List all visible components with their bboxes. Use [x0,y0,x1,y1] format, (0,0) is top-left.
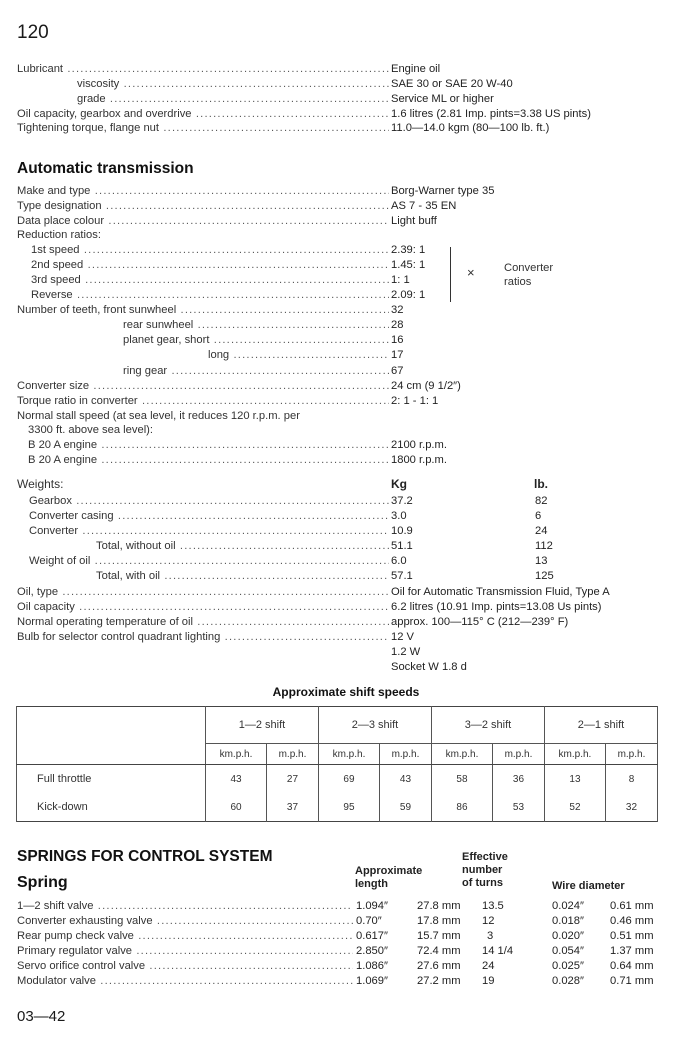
col-header-line: Approximate [355,865,423,877]
len-in: 1.069″ [356,975,388,987]
spec-value: Borg-Warner type 35 [391,185,495,197]
spec-row [17,77,677,92]
spec-value: 2100 r.p.m. [391,439,447,451]
ratio-row [17,273,677,288]
unit-lb: lb. [534,477,548,491]
spec-label: Oil capacity ..... [17,600,389,615]
spec-value: 2.09: 1 [391,289,426,301]
spec-value: 12 V [391,631,415,643]
wire-mm: 0.71 mm [610,975,654,987]
cell: 13 [544,765,605,794]
spec-label: B 20 A engine ..... [28,453,389,468]
unit-header: m.p.h. [492,744,544,765]
spec-value: 11.0—14.0 kgm (80—100 lb. ft.) [391,122,550,134]
spec-row [17,600,677,615]
col-header-wire: Wire diameter [552,880,625,892]
turns: 19 [482,975,495,987]
spec-value: 2.39: 1 [391,244,426,256]
spring-row [17,899,677,914]
len-in: 2.850″ [356,945,388,957]
weight-lb: 112 [535,540,553,552]
spec-label: Reverse ..... [31,288,389,303]
spec-label: Lubricant ..... [17,62,389,77]
spec-label: Data place colour ..... [17,214,389,229]
springs-title: SPRINGS FOR CONTROL SYSTEM [17,848,273,865]
weight-kg: 51.1 [391,540,413,552]
spec-value: 1.45: 1 [391,259,426,271]
spec-label: Number of teeth, front sunwheel ..... [17,303,389,318]
spec-label: 2nd speed ..... [31,258,389,273]
spec-row [17,585,677,600]
teeth-row [17,333,677,348]
table-corner [17,707,206,765]
spec-row [17,92,677,107]
teeth-row [17,318,677,333]
spec-label: rear sunwheel ..... [123,318,389,333]
row-label: Kick-down [17,793,206,822]
len-mm: 15.7 mm [417,930,461,942]
spec-label: long ..... [208,348,389,363]
weight-label: Total, without oil ..... [96,539,389,554]
spec-row [17,107,677,122]
table-row [17,793,658,822]
spec-label: planet gear, short ..... [123,333,389,348]
spec-row [17,184,677,199]
weight-kg: 10.9 [391,525,413,537]
spec-label: Reduction ratios: [17,229,101,241]
weight-label: Total, with oil ..... [96,569,389,584]
spec-label: Converter size ..... [17,379,389,394]
cell: 32 [605,793,657,822]
wire-in: 0.025″ [552,960,584,972]
spec-row [17,615,677,630]
unit-header: m.p.h. [267,744,319,765]
wire-in: 0.054″ [552,945,584,957]
unit-header: km.p.h. [206,744,267,765]
weight-row [17,509,677,524]
spec-label: B 20 A engine ..... [28,438,389,453]
spec-value: 1800 r.p.m. [391,454,447,466]
spec-label: 1st speed ..... [31,243,389,258]
weight-lb: 82 [535,495,548,507]
group-header: 3—2 shift [431,707,544,744]
spec-value: 1.6 litres (2.81 Imp. pints=3.38 US pints) [391,108,591,120]
spec-value: Light buff [391,215,437,227]
spring-name: Modulator valve ..... [17,974,353,989]
shift-speeds-table [16,706,658,822]
col-header-line: Effective [462,851,508,863]
spec-value: 28 [391,319,404,331]
col-header-line: number [462,864,503,876]
spec-row [17,199,677,214]
spec-value: 2: 1 - 1: 1 [391,395,439,407]
wire-mm: 1.37 mm [610,945,654,957]
unit-kg: Kg [391,477,407,491]
spec-value: Engine oil [391,63,441,75]
spec-row [17,409,677,424]
weight-label: Gearbox ..... [29,494,389,509]
group-header: 2—1 shift [544,707,657,744]
page-number: 120 [17,22,49,43]
weight-kg: 3.0 [391,510,407,522]
ratio-row [17,258,677,273]
spring-name: Primary regulator valve ..... [17,944,353,959]
teeth-row [17,303,677,318]
len-in: 0.70″ [356,915,382,927]
wire-mm: 0.51 mm [610,930,654,942]
turns: 13.5 [482,900,504,912]
col-header-length [355,865,422,891]
wire-in: 0.018″ [552,915,584,927]
turns: 12 [482,915,495,927]
len-mm: 72.4 mm [417,945,461,957]
springs-subtitle: Spring [17,874,68,891]
spring-row [17,959,677,974]
weight-lb: 125 [535,570,554,582]
ratio-row [17,243,677,258]
weight-row [17,554,677,569]
wire-mm: 0.61 mm [610,900,654,912]
cell: 59 [379,793,431,822]
weight-kg: 57.1 [391,570,413,582]
shift-table-title: Approximate shift speeds [272,685,420,699]
weight-kg: 37.2 [391,495,413,507]
unit-header: m.p.h. [605,744,657,765]
cell: 36 [492,765,544,794]
converter-note-line1: Converter [504,262,554,274]
spring-name: Converter exhausting valve ..... [17,914,353,929]
converter-note-line2: ratios [504,276,532,288]
spec-label: Bulb for selector control quadrant lighting ..... [17,630,389,645]
cell: 43 [206,765,267,794]
weight-row [17,569,677,584]
wire-mm: 0.46 mm [610,915,654,927]
spring-name: Servo orifice control valve ..... [17,959,353,974]
page-footer: 03—42 [17,1008,66,1025]
spec-row [17,423,677,438]
weight-row [17,494,677,509]
spring-row [17,929,677,944]
col-header-line: of turns [462,877,503,889]
spring-name: 1—2 shift valve ..... [17,899,353,914]
cell: 52 [544,793,605,822]
stall-row [17,438,677,453]
spec-value: 6.2 litres (10.91 Imp. pints=13.08 Us pints) [391,601,602,613]
cell: 43 [379,765,431,794]
unit-header: m.p.h. [379,744,431,765]
weight-lb: 24 [535,525,548,537]
weight-label: Weight of oil ..... [29,554,389,569]
wire-in: 0.028″ [552,975,584,987]
weights-header [17,477,677,492]
len-in: 1.086″ [356,960,388,972]
spec-value: 17 [391,349,404,361]
cell: 60 [206,793,267,822]
spec-label: Oil capacity, gearbox and overdrive ..... [17,107,389,122]
spec-label: Oil, type ..... [17,585,389,600]
weights-label: Weights: [17,477,64,491]
spec-label: Tightening torque, flange nut ..... [17,121,389,136]
converter-ratios-note [504,261,553,289]
weight-kg: 6.0 [391,555,407,567]
group-header: 1—2 shift [206,707,319,744]
col-header-turns [462,851,508,890]
multiply-sign: × [467,265,475,280]
spec-row [17,228,677,243]
cell: 86 [431,793,492,822]
group-header: 2—3 shift [318,707,431,744]
turns: 24 [482,960,495,972]
spring-row [17,974,677,989]
len-mm: 27.6 mm [417,960,461,972]
unit-header: km.p.h. [544,744,605,765]
section-title-automatic: Automatic transmission [17,160,194,177]
spec-row [17,660,677,675]
spring-name: Rear pump check valve ..... [17,929,353,944]
len-in: 1.094″ [356,900,388,912]
cell: 95 [318,793,379,822]
table-row [17,765,658,794]
table-header-groups [17,707,658,744]
turns: 14 1/4 [482,945,514,957]
spec-value: AS 7 - 35 EN [391,200,457,212]
weight-row [17,539,677,554]
spec-row [17,214,677,229]
stall-label: 3300 ft. above sea level): [28,424,154,436]
unit-header: km.p.h. [318,744,379,765]
len-mm: 27.2 mm [417,975,461,987]
cell: 8 [605,765,657,794]
spec-label: 3rd speed ..... [31,273,389,288]
spec-value: 32 [391,304,404,316]
spec-value: 1: 1 [391,274,410,286]
unit-header: km.p.h. [431,744,492,765]
spec-value: Service ML or higher [391,93,494,105]
wire-mm: 0.64 mm [610,960,654,972]
spec-value: approx. 100—115° C (212—239° F) [391,616,569,628]
turns: 3 [487,930,494,942]
spec-label: Type designation ..... [17,199,389,214]
spec-value: 16 [391,334,404,346]
spec-label: viscosity ..... [77,77,389,92]
spec-value: Socket W 1.8 d [391,661,467,673]
spec-row [17,379,677,394]
weight-lb: 6 [535,510,542,522]
weight-lb: 13 [535,555,548,567]
spec-label: grade ..... [77,92,389,107]
ratio-row [17,288,677,303]
len-mm: 17.8 mm [417,915,461,927]
spec-value: SAE 30 or SAE 20 W-40 [391,78,513,90]
spec-label: Make and type ..... [17,184,389,199]
spec-value: 1.2 W [391,646,421,658]
cell: 53 [492,793,544,822]
spring-row [17,914,677,929]
teeth-row [17,364,677,379]
spec-label: Torque ratio in converter ..... [17,394,389,409]
stall-label: Normal stall speed (at sea level, it reduces 120 r.p.m. per [17,410,300,422]
wire-in: 0.024″ [552,900,584,912]
spec-row [17,645,677,660]
cell: 58 [431,765,492,794]
len-mm: 27.8 mm [417,900,461,912]
spec-value: Oil for Automatic Transmission Fluid, Type A [391,586,610,598]
spec-row [17,630,677,645]
teeth-row [17,348,677,363]
brace [442,247,451,302]
weight-label: Converter casing ..... [29,509,389,524]
len-in: 0.617″ [356,930,388,942]
cell: 37 [267,793,319,822]
row-label: Full throttle [17,765,206,794]
spec-row [17,121,677,136]
stall-row [17,453,677,468]
spec-row [17,394,677,409]
spec-value: 24 cm (9 1/2″) [391,380,461,392]
wire-in: 0.020″ [552,930,584,942]
weight-row [17,524,677,539]
spec-label: Normal operating temperature of oil ..... [17,615,389,630]
cell: 27 [267,765,319,794]
spring-row [17,944,677,959]
cell: 69 [318,765,379,794]
col-header-line: length [355,878,388,890]
spec-row [17,62,677,77]
spec-label: ring gear ..... [123,364,389,379]
weight-label: Converter ..... [29,524,389,539]
spec-value: 67 [391,365,404,377]
